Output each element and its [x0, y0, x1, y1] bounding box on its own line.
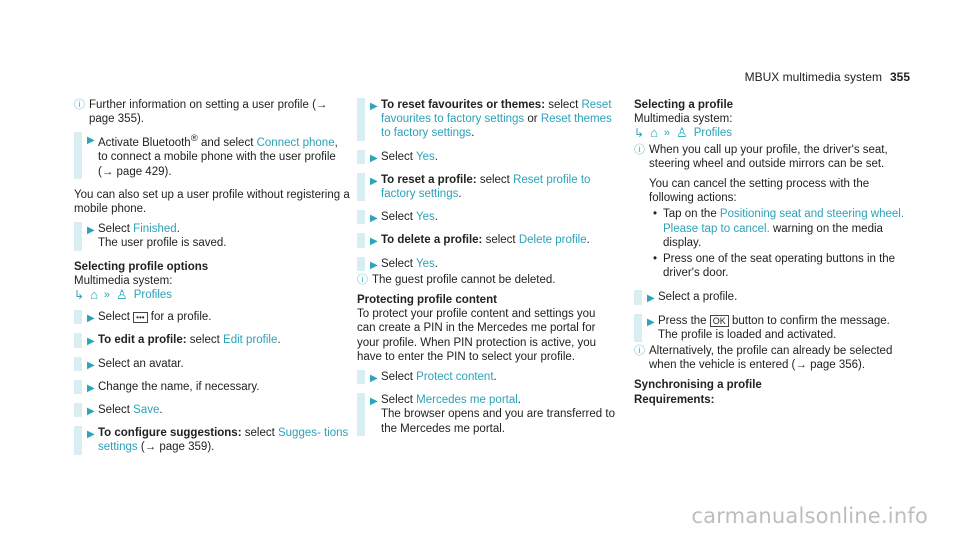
link-edit-profile[interactable]: Edit profile [223, 334, 278, 347]
play-triangle-icon: ▶ [87, 382, 95, 394]
cancel-actions-list [649, 207, 916, 280]
link-yes[interactable]: Yes [415, 150, 435, 163]
play-triangle-icon: ▶ [87, 225, 95, 237]
double-chevron-icon: » [663, 127, 671, 140]
link-protect-content[interactable]: Protect content [416, 371, 494, 384]
play-triangle-icon: ▶ [87, 359, 95, 371]
step-edit-profile: ▶ To edit a profile: select Edit profile. [74, 333, 350, 347]
link-finished[interactable]: Finished [133, 223, 177, 236]
heading-requirements: Requirements: [634, 393, 715, 406]
play-triangle-icon: ▶ [370, 396, 378, 408]
link-suggestions-settings[interactable]: Sugges- tions settings [98, 427, 349, 454]
link-yes[interactable]: Yes [415, 257, 435, 270]
link-profiles[interactable]: Profiles [133, 289, 173, 302]
home-icon: ⌂ [90, 287, 98, 303]
info-icon: ⓘ [74, 99, 85, 111]
link-connect-phone[interactable]: Connect phone [256, 137, 335, 150]
double-chevron-icon: » [103, 289, 111, 302]
profile-icon: ♙ [676, 125, 688, 141]
step-reset-profile: ▶ To reset a profile: select Reset profile to factory settings. [357, 173, 617, 201]
step-delete-profile: ▶ To delete a profile: select Delete profile. [357, 233, 617, 247]
step-save: ▶ Select Save. [74, 403, 350, 417]
link-reset-favourites[interactable]: Reset favourites to factory settings [381, 99, 612, 126]
step-select-yes: ▶ Select Yes. [357, 257, 617, 271]
play-triangle-icon: ▶ [370, 175, 378, 187]
heading-profile-options: Selecting profile options [74, 260, 209, 273]
paragraph-setup-without-phone: You can also set up a user profile without registering a mobile phone. [74, 188, 350, 216]
play-triangle-icon: ▶ [87, 429, 95, 441]
play-triangle-icon: ▶ [87, 313, 95, 325]
more-dots-icon[interactable]: ••• [133, 312, 147, 323]
step-reset-favourites: ▶ To reset favourites or themes: select Reset favourites to factory settings or Reset themes to factory settings. [357, 98, 617, 141]
step-select-finished: ▶ Select Finished. The user profile is saved. [74, 222, 350, 250]
ok-button-key: OK [710, 315, 729, 327]
play-triangle-icon: ▶ [370, 373, 378, 385]
play-triangle-icon: ▶ [87, 406, 95, 418]
column-1 [74, 98, 350, 464]
link-save[interactable]: Save [133, 404, 160, 417]
link-delete-profile[interactable]: Delete profile [518, 234, 587, 247]
page-number: 355 [889, 70, 910, 84]
profile-icon: ♙ [116, 287, 128, 303]
play-triangle-icon: ▶ [370, 259, 378, 271]
note-alternatively: ⓘ Alternatively, the profile can already be selected when the vehicle is entered (→ page 356). [634, 345, 893, 372]
info-icon: ⓘ [634, 345, 645, 358]
column-3 [634, 98, 916, 407]
link-positioning-warning[interactable]: Positioning seat and steering wheel. Please tap to cancel. [663, 208, 905, 235]
step-press-ok: ▶ Press the OK button to confirm the message. The profile is loaded and activated. [634, 314, 916, 342]
info-icon: ⓘ [357, 273, 368, 286]
play-triangle-icon: ▶ [370, 101, 378, 112]
step-activate-bluetooth: ▶ Activate Bluetooth® and select Connect phone, to connect a mobile phone with the user profile (→ page 429). [74, 132, 350, 178]
step-mercedes-me-portal: ▶ Select Mercedes me portal. The browser opens and you are transferred to the Mercedes me portal. [357, 393, 617, 436]
step-select-profile: ▶ Select a profile. [634, 290, 916, 304]
step-protect-content: ▶ Select Protect content. [357, 370, 617, 384]
watermark: carmanualsonline.info [691, 503, 928, 528]
home-icon: ⌂ [650, 125, 658, 141]
play-triangle-icon: ▶ [647, 316, 655, 328]
play-triangle-icon: ▶ [370, 213, 378, 225]
note-call-up-profile: ⓘ When you call up your profile, the driver's seat, steering wheel and outside mirrors can be set. You can cancel the setting process with the following actions: • Tap on the Positioning seat and steering wheel. Please tap to cancel. warning on the media display. • Press one of the seat operating buttons in the driver's door. [634, 143, 916, 283]
step-change-name: ▶ Change the name, if necessary. [74, 380, 350, 394]
link-profiles[interactable]: Profiles [693, 127, 733, 140]
step-select-dots: ▶ Select ••• for a profile. [74, 310, 350, 324]
play-triangle-icon: ▶ [87, 336, 95, 348]
link-reset-profile[interactable]: Reset profile to factory settings [381, 173, 591, 201]
arrow-bend-icon: ↳ [634, 126, 645, 141]
info-icon: ⓘ [634, 143, 645, 156]
menu-path [634, 126, 916, 140]
heading-selecting-profile: Selecting a profile [634, 99, 734, 111]
header-title: MBUX multimedia system [744, 70, 882, 84]
step-configure-suggestions: ▶ To configure suggestions: select Sugges- tions settings (→ page 359). [74, 426, 350, 454]
step-select-yes: ▶ Select Yes. [357, 150, 617, 164]
paragraph-protect-content: To protect your profile content and settings you can create a PIN in the Mercedes me portal for your profile. When PIN protection is active, you have to enter the PIN to select your profile. [357, 308, 597, 363]
heading-protecting-content: Protecting profile content [357, 294, 497, 307]
step-select-avatar: ▶ Select an avatar. [74, 357, 350, 371]
play-triangle-icon: ▶ [370, 236, 378, 248]
arrow-bend-icon: ↳ [74, 288, 85, 303]
play-triangle-icon: ▶ [370, 152, 378, 164]
play-triangle-icon: ▶ [647, 293, 655, 305]
note-further-info: ⓘ Further information on setting a user profile (→ page 355). [74, 99, 328, 126]
link-mercedes-me-portal[interactable]: Mercedes me portal [416, 394, 518, 407]
play-triangle-icon: ▶ [87, 135, 95, 147]
heading-synchronising: Synchronising a profile [634, 379, 762, 392]
list-item: • Press one of the seat operating buttons in the driver's door. [663, 252, 916, 280]
note-guest-profile: ⓘ The guest profile cannot be deleted. [357, 273, 556, 286]
link-reset-themes[interactable]: Reset themes to factory settings [381, 113, 612, 140]
menu-path [74, 288, 350, 302]
multimedia-system-label: Multimedia system: [634, 113, 733, 126]
step-select-yes: ▶ Select Yes. [357, 210, 617, 224]
multimedia-system-label: Multimedia system: [74, 274, 173, 287]
link-yes[interactable]: Yes [415, 211, 435, 224]
page-header [745, 70, 910, 84]
column-2 [357, 98, 617, 445]
list-item: • Tap on the Positioning seat and steering wheel. Please tap to cancel. warning on the media display. [663, 207, 916, 250]
